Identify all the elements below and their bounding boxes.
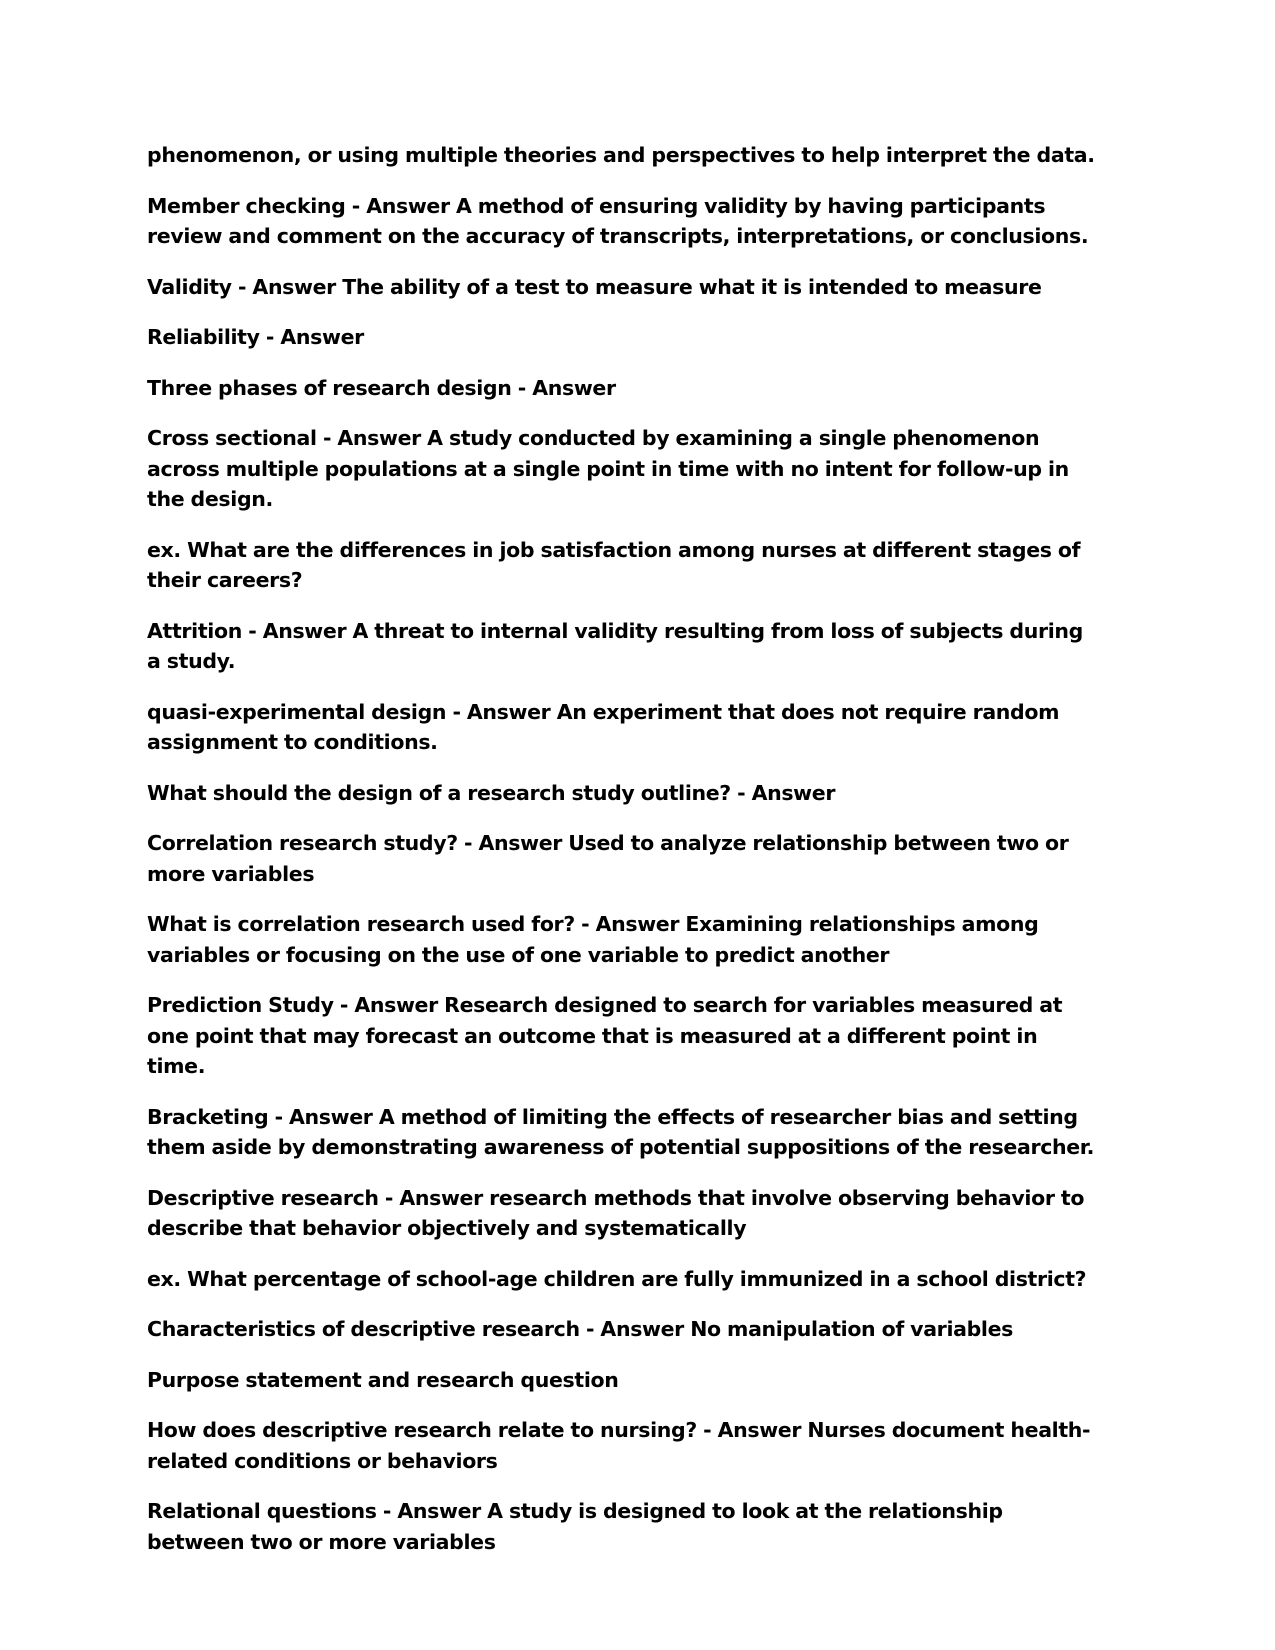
- paragraph-bracketing: Bracketing - Answer A method of limiting the effects of researcher bias and setting them aside by demonstrating awareness of potential suppositions of the researcher.: [147, 1104, 1095, 1159]
- paragraph-member-checking: Member checking - Answer A method of ensuring validity by having participants review and comment on the accuracy of transcripts, interpretations, or conclusions.: [147, 193, 1089, 248]
- paragraph-correlation-use: What is correlation research used for? - Answer Examining relationships among variables or focusing on the use of one variable to predict another: [147, 912, 1039, 967]
- paragraph-quasi-experimental: quasi-experimental design - Answer An experiment that does not require random assignment to conditions.: [147, 699, 1060, 754]
- paragraph-reliability: Reliability - Answer: [147, 325, 364, 349]
- paragraph-cross-sectional: Cross sectional - Answer A study conducted by examining a single phenomenon across multiple populations at a single point in time with no intent for follow-up in the design.: [147, 426, 1069, 511]
- paragraph-purpose-statement: Purpose statement and research question: [147, 1367, 619, 1392]
- paragraph-validity: Validity - Answer The ability of a test to measure what it is intended to measure: [147, 274, 1042, 299]
- paragraph-correlation-study: Correlation research study? - Answer Used to analyze relationship between two or more variables: [147, 831, 1069, 886]
- paragraph-descriptive-characteristics: Characteristics of descriptive research - Answer No manipulation of variables: [147, 1317, 1014, 1341]
- paragraph-attrition: Attrition - Answer A threat to internal validity resulting from loss of subjects during a study.: [147, 618, 1083, 673]
- paragraph-design-outline: What should the design of a research study outline? - Answer: [147, 780, 836, 805]
- paragraph-relational-questions: Relational questions - Answer A study is designed to look at the relationship between two or more variables: [147, 1499, 1003, 1554]
- paragraph-descriptive-research: Descriptive research - Answer research methods that involve observing behavior to describe that behavior objectively and systematically: [147, 1185, 1085, 1240]
- paragraph-prediction-study: Prediction Study - Answer Research designed to search for variables measured at one point that may forecast an outcome that is measured at a different point in time.: [147, 993, 1063, 1078]
- paragraph-cross-sectional-example: ex. What are the differences in job satisfaction among nurses at different stages of their careers?: [147, 537, 1081, 592]
- paragraph-descriptive-example: ex. What percentage of school-age children are fully immunized in a school district?: [147, 1266, 1087, 1291]
- paragraph-triangulation-continued: phenomenon, or using multiple theories and perspectives to help interpret the data.: [147, 143, 1095, 167]
- paragraph-descriptive-nursing: How does descriptive research relate to nursing? - Answer Nurses document health-related conditions or behaviors: [147, 1418, 1091, 1473]
- paragraph-three-phases: Three phases of research design - Answer: [147, 375, 616, 400]
